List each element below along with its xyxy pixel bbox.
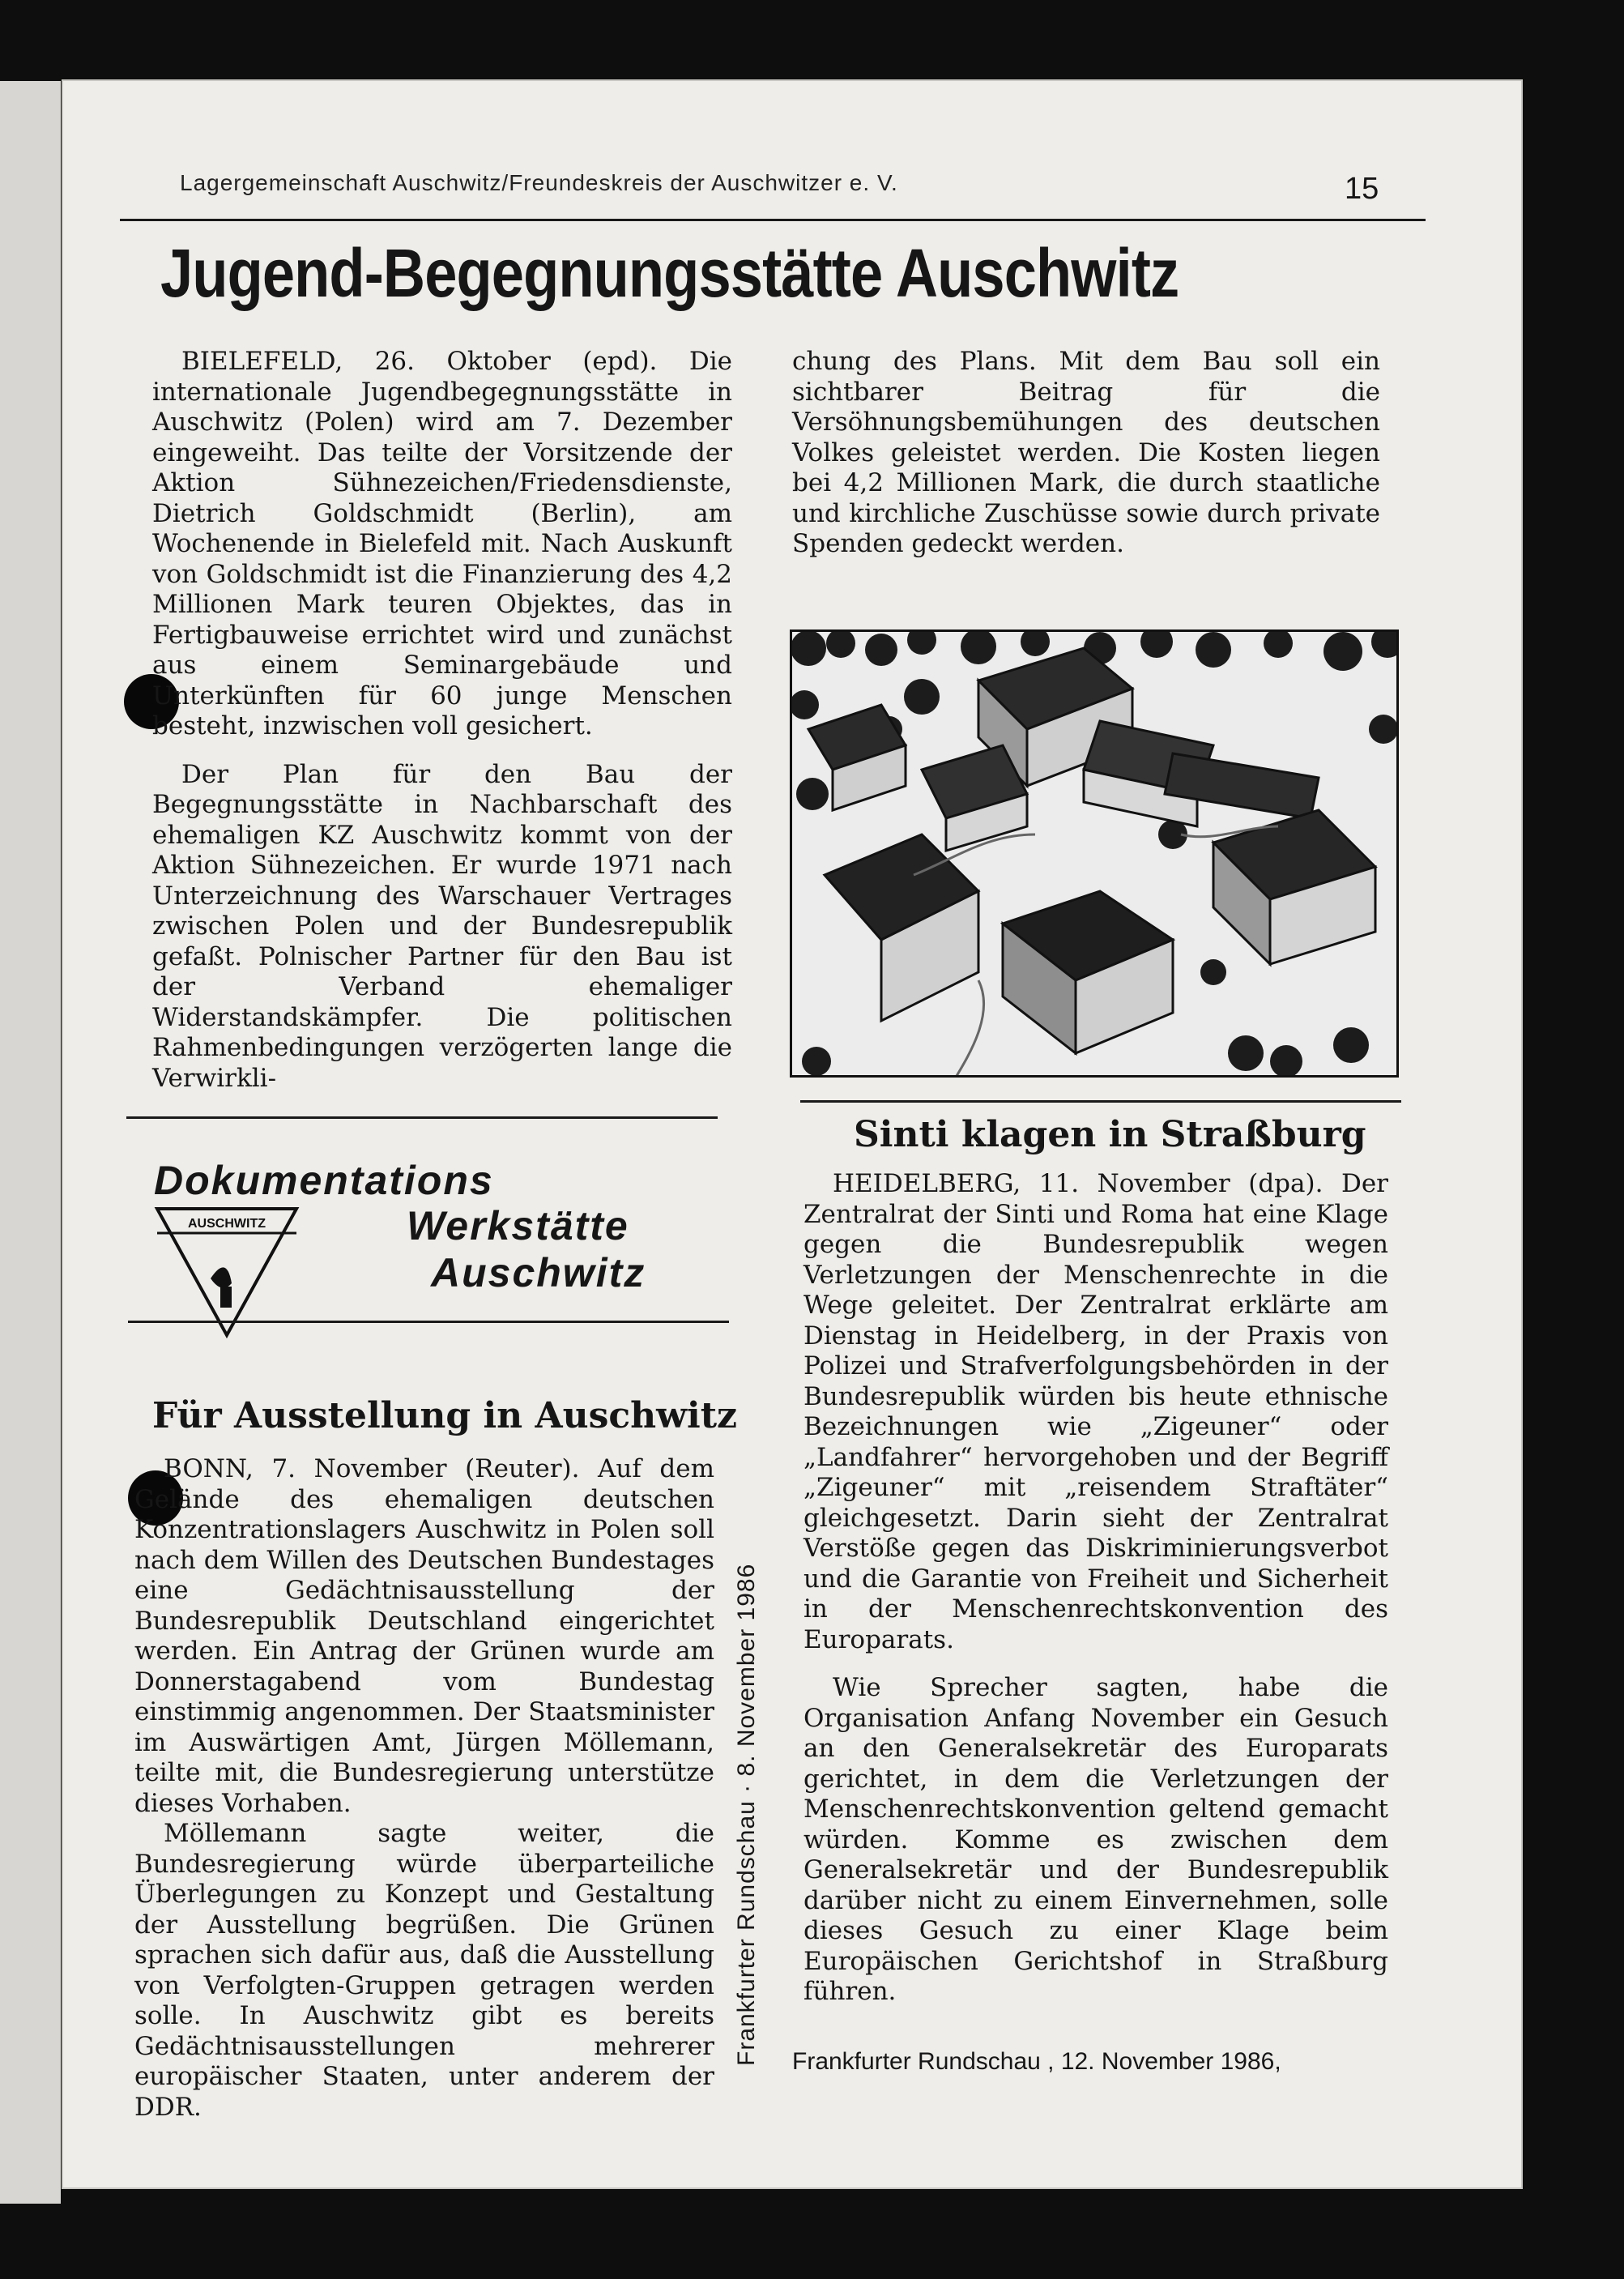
logo-emblem-text: AUSCHWITZ <box>188 1217 266 1231</box>
article1-paragraph: BIELEFELD, 26. Oktober (epd). Die internationale Jugendbegegnungsstätte in Auschwitz (Polen) wird am 7. Dezember eingeweiht. Das teilte der Vorsitzende der Aktion Sühnezeichen/Friedensdienste, Dietrich Goldschmidt (Berlin), am Wochenende in Bielefeld mit. Nach Auskunft von Goldschmidt ist die Finanzierung des 4,2 Millionen Mark teuren Objektes, das in Fertigbauweise errichtet wird und zunächst aus einem Seminargebäude und Unterkünften für 60 junge Menschen besteht, inzwischen voll gesichert. <box>152 347 732 740</box>
page-number: 15 <box>1345 172 1379 206</box>
article2-paragraph: BONN, 7. November (Reuter). Auf dem Gelände des ehemaligen deutschen Konzentrationslagers Auschwitz in Polen soll nach dem Willen des Deutschen Bundestages eine Gedächtnisausstellung der Bundesrepublik Deutschland eingerichtet werden. Ein Antrag der Grünen wurde am Donnerstagabend vom Bundestag einstimmig angenommen. Der Staatsminister im Auswärtigen Amt, Jürgen Möllemann, teilte mit, die Bundesregierung unterstütze dieses Vorhaben. <box>134 1454 714 1818</box>
article3-source: Frankfurter Rundschau , 12. November 1986, <box>792 2048 1281 2075</box>
logo-rule <box>128 1321 729 1323</box>
article-headline: Sinti klagen in Straßburg <box>854 1114 1366 1155</box>
logo-line1: Dokumentations <box>154 1158 494 1203</box>
article1-column-left <box>152 347 732 1094</box>
page-header: Lagergemeinschaft Auschwitz/Freundeskreis der Auschwitzer e. V. <box>180 170 898 195</box>
architectural-model-photo <box>790 629 1399 1078</box>
article-headline: Für Ausstellung in Auschwitz <box>152 1395 738 1436</box>
header-rule <box>120 219 1426 221</box>
article1-paragraph: chung des Plans. Mit dem Bau soll ein sichtbarer Beitrag für die Versöhnungsbemühungen des deutschen Volkes geleistet werden. Die Kosten liegen bei 4,2 Millionen Mark, die durch staatliche und kirchliche Zuschüsse sowie durch private Spenden gedeckt werden. <box>792 347 1380 558</box>
section-divider <box>800 1100 1401 1103</box>
article2-paragraph: Möllemann sagte weiter, die Bundesregierung würde überparteiliche Überlegungen zu Konzept und Gestaltung der Ausstellung begrüßen. Die Grünen sprachen sich dafür aus, daß die Ausstellung von Verfolgten-Gruppen getragen werden solle. In Auschwitz gibt es bereits Gedächtnisausstellungen mehrerer europäischer Staaten, unter anderem der DDR. <box>134 1819 714 2122</box>
article3-paragraph: Wie Sprecher sagten, habe die Organisation Anfang November ein Gesuch an den Generalsekretär des Europarats gerichtet, in dem die Verletzungen der Menschenrechtskonvention geltend gemacht würden. Komme es zwischen dem Generalsekretär und der Bundesrepublik darüber nicht zu einem Einvernehmen, solle dieses Gesuch zu einer Klage beim Europäischen Gerichtshof in Straßburg führen. <box>803 1673 1388 2006</box>
model-aerial-image <box>792 632 1399 1078</box>
article1-paragraph: Der Plan für den Bau der Begegnungsstätte in Nachbarschaft des ehemaligen KZ Auschwitz kommt von der Aktion Sühnezeichen. Er wurde 1971 nach Unterzeichnung des Warschauer Vertrages zwischen Polen und der Bundesrepublik gefaßt. Polnischer Partner für den Bau ist der Verband ehemaliger Widerstandskämpfer. Die politischen Rahmenbedingungen verzögerten lange die Verwirkli- <box>152 759 732 1093</box>
logo-line2: Werkstätte <box>407 1203 629 1248</box>
facing-page-edge <box>0 81 61 2204</box>
article3-column <box>803 1169 1388 2008</box>
logo-line3: Auschwitz <box>431 1250 646 1295</box>
article2-column <box>134 1454 714 2123</box>
article1-column-right <box>792 347 1380 560</box>
article-headline: Jugend-Begegnungsstätte Auschwitz <box>160 235 1179 311</box>
article3-paragraph: HEIDELBERG, 11. November (dpa). Der Zentralrat der Sinti und Roma hat eine Klage gegen die Bundesrepublik wegen Verletzungen der Menschenrechte in die Wege geleitet. Der Zentralrat erklärte am Dienstag in Heidelberg, in der Praxis von Polizei und Strafverfolgungsbehörden in der Bundesrepublik würden bis heute ethnische Bezeichnungen wie „Zigeuner“ oder „Landfahrer“ hervorgehoben und der Begriff „Zigeuner“ mit „reisendem Straftäter“ gleichgesetzt. Darin sieht der Zentralrat Verstöße gegen das Diskriminierungsverbot und die Garantie von Freiheit und Sicherheit in der Menschenrechtskonvention des Europarats. <box>803 1169 1388 1654</box>
section-divider <box>126 1116 718 1119</box>
article2-source: Frankfurter Rundschau · 8. November 1986 <box>733 1563 760 2066</box>
